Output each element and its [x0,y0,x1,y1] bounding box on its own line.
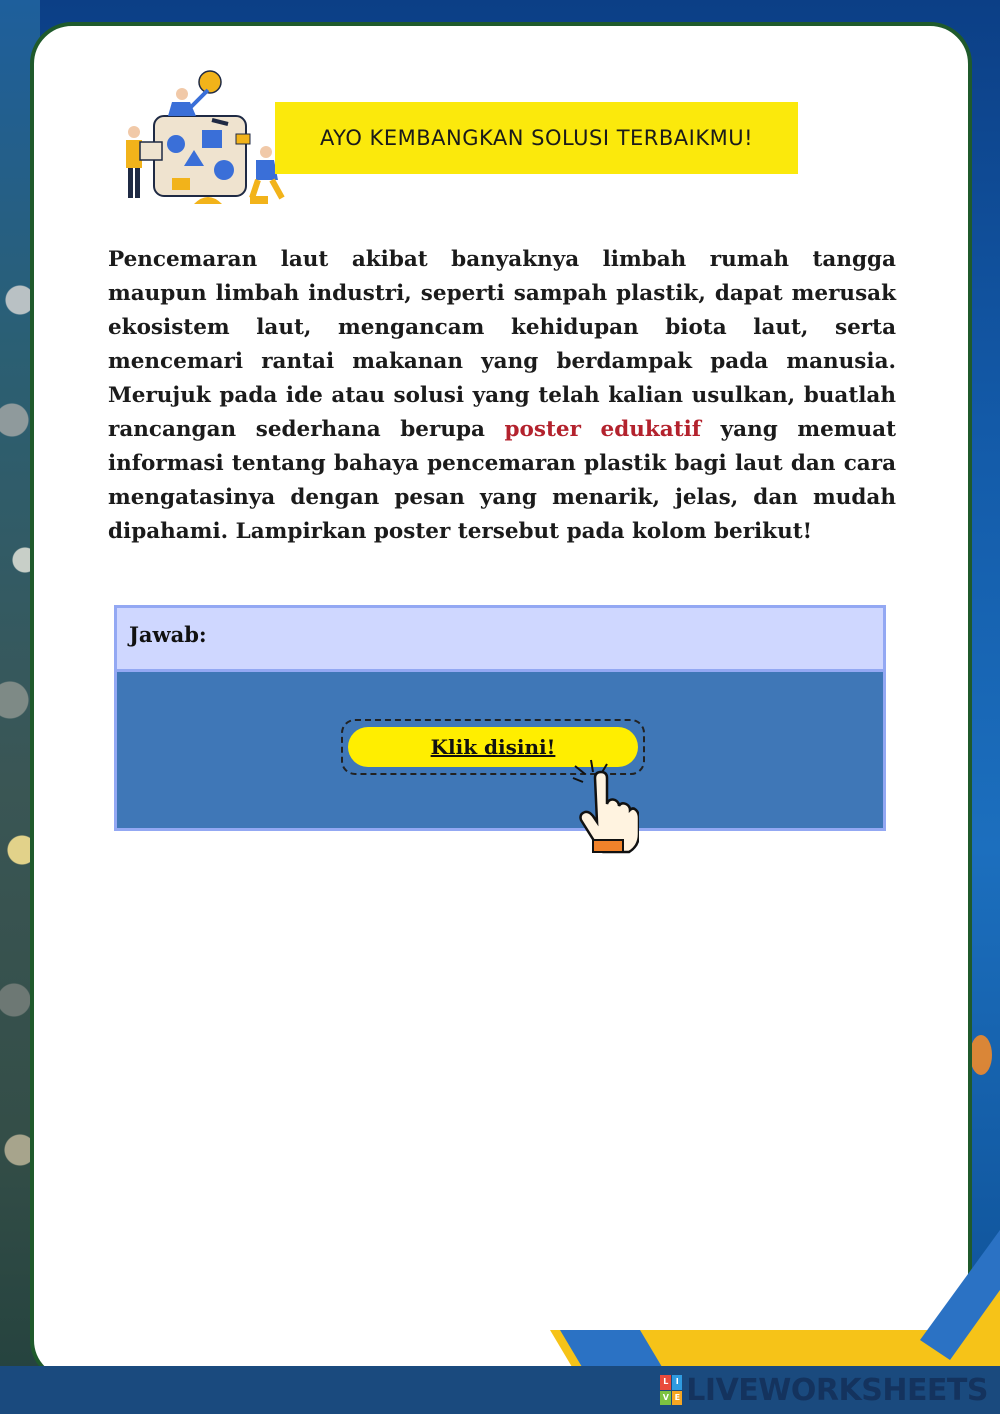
pointer-hand-icon [569,758,639,854]
answer-box [114,605,886,831]
banner-title: AYO KEMBANGKAN SOLUSI TERBAIKMU! [275,102,798,174]
logo-letter-i: I [672,1375,683,1390]
liveworksheets-logo-icon [660,1375,682,1405]
logo-letter-v: V [660,1391,671,1406]
click-here-button[interactable]: Klik disini! [348,727,638,767]
fish-decoration [970,1035,992,1075]
logo-letter-l: L [660,1375,671,1390]
instruction-text-part1: Pencemaran laut akibat banyaknya limbah rumah tangga maupun limbah industri, seperti sampah plastik, dapat merusak ekosistem laut, mengancam kehidupan biota laut, serta mencemari rantai makanan yang berdampak pada manusia. Merujuk pada ide atau solusi yang telah kalian usulkan, buatlah rancangan sederhana berupa [108,247,896,442]
brand-name: LIVEWORKSHEETS [686,1372,988,1408]
instruction-text-part2: yang memuat informasi tentang bahaya pencemaran plastik bagi laut dan cara mengatasinya dengan pesan yang menarik, jelas, dan mudah dipahami. Lampirkan poster tersebut pada kolom berikut! [108,417,896,544]
answer-label: Jawab: [117,608,883,672]
instruction-paragraph [108,243,896,549]
liveworksheets-brand [660,1370,988,1410]
teamwork-illustration [112,66,292,208]
instruction-highlight: poster edukatif [504,417,702,442]
logo-letter-e: E [672,1391,683,1406]
